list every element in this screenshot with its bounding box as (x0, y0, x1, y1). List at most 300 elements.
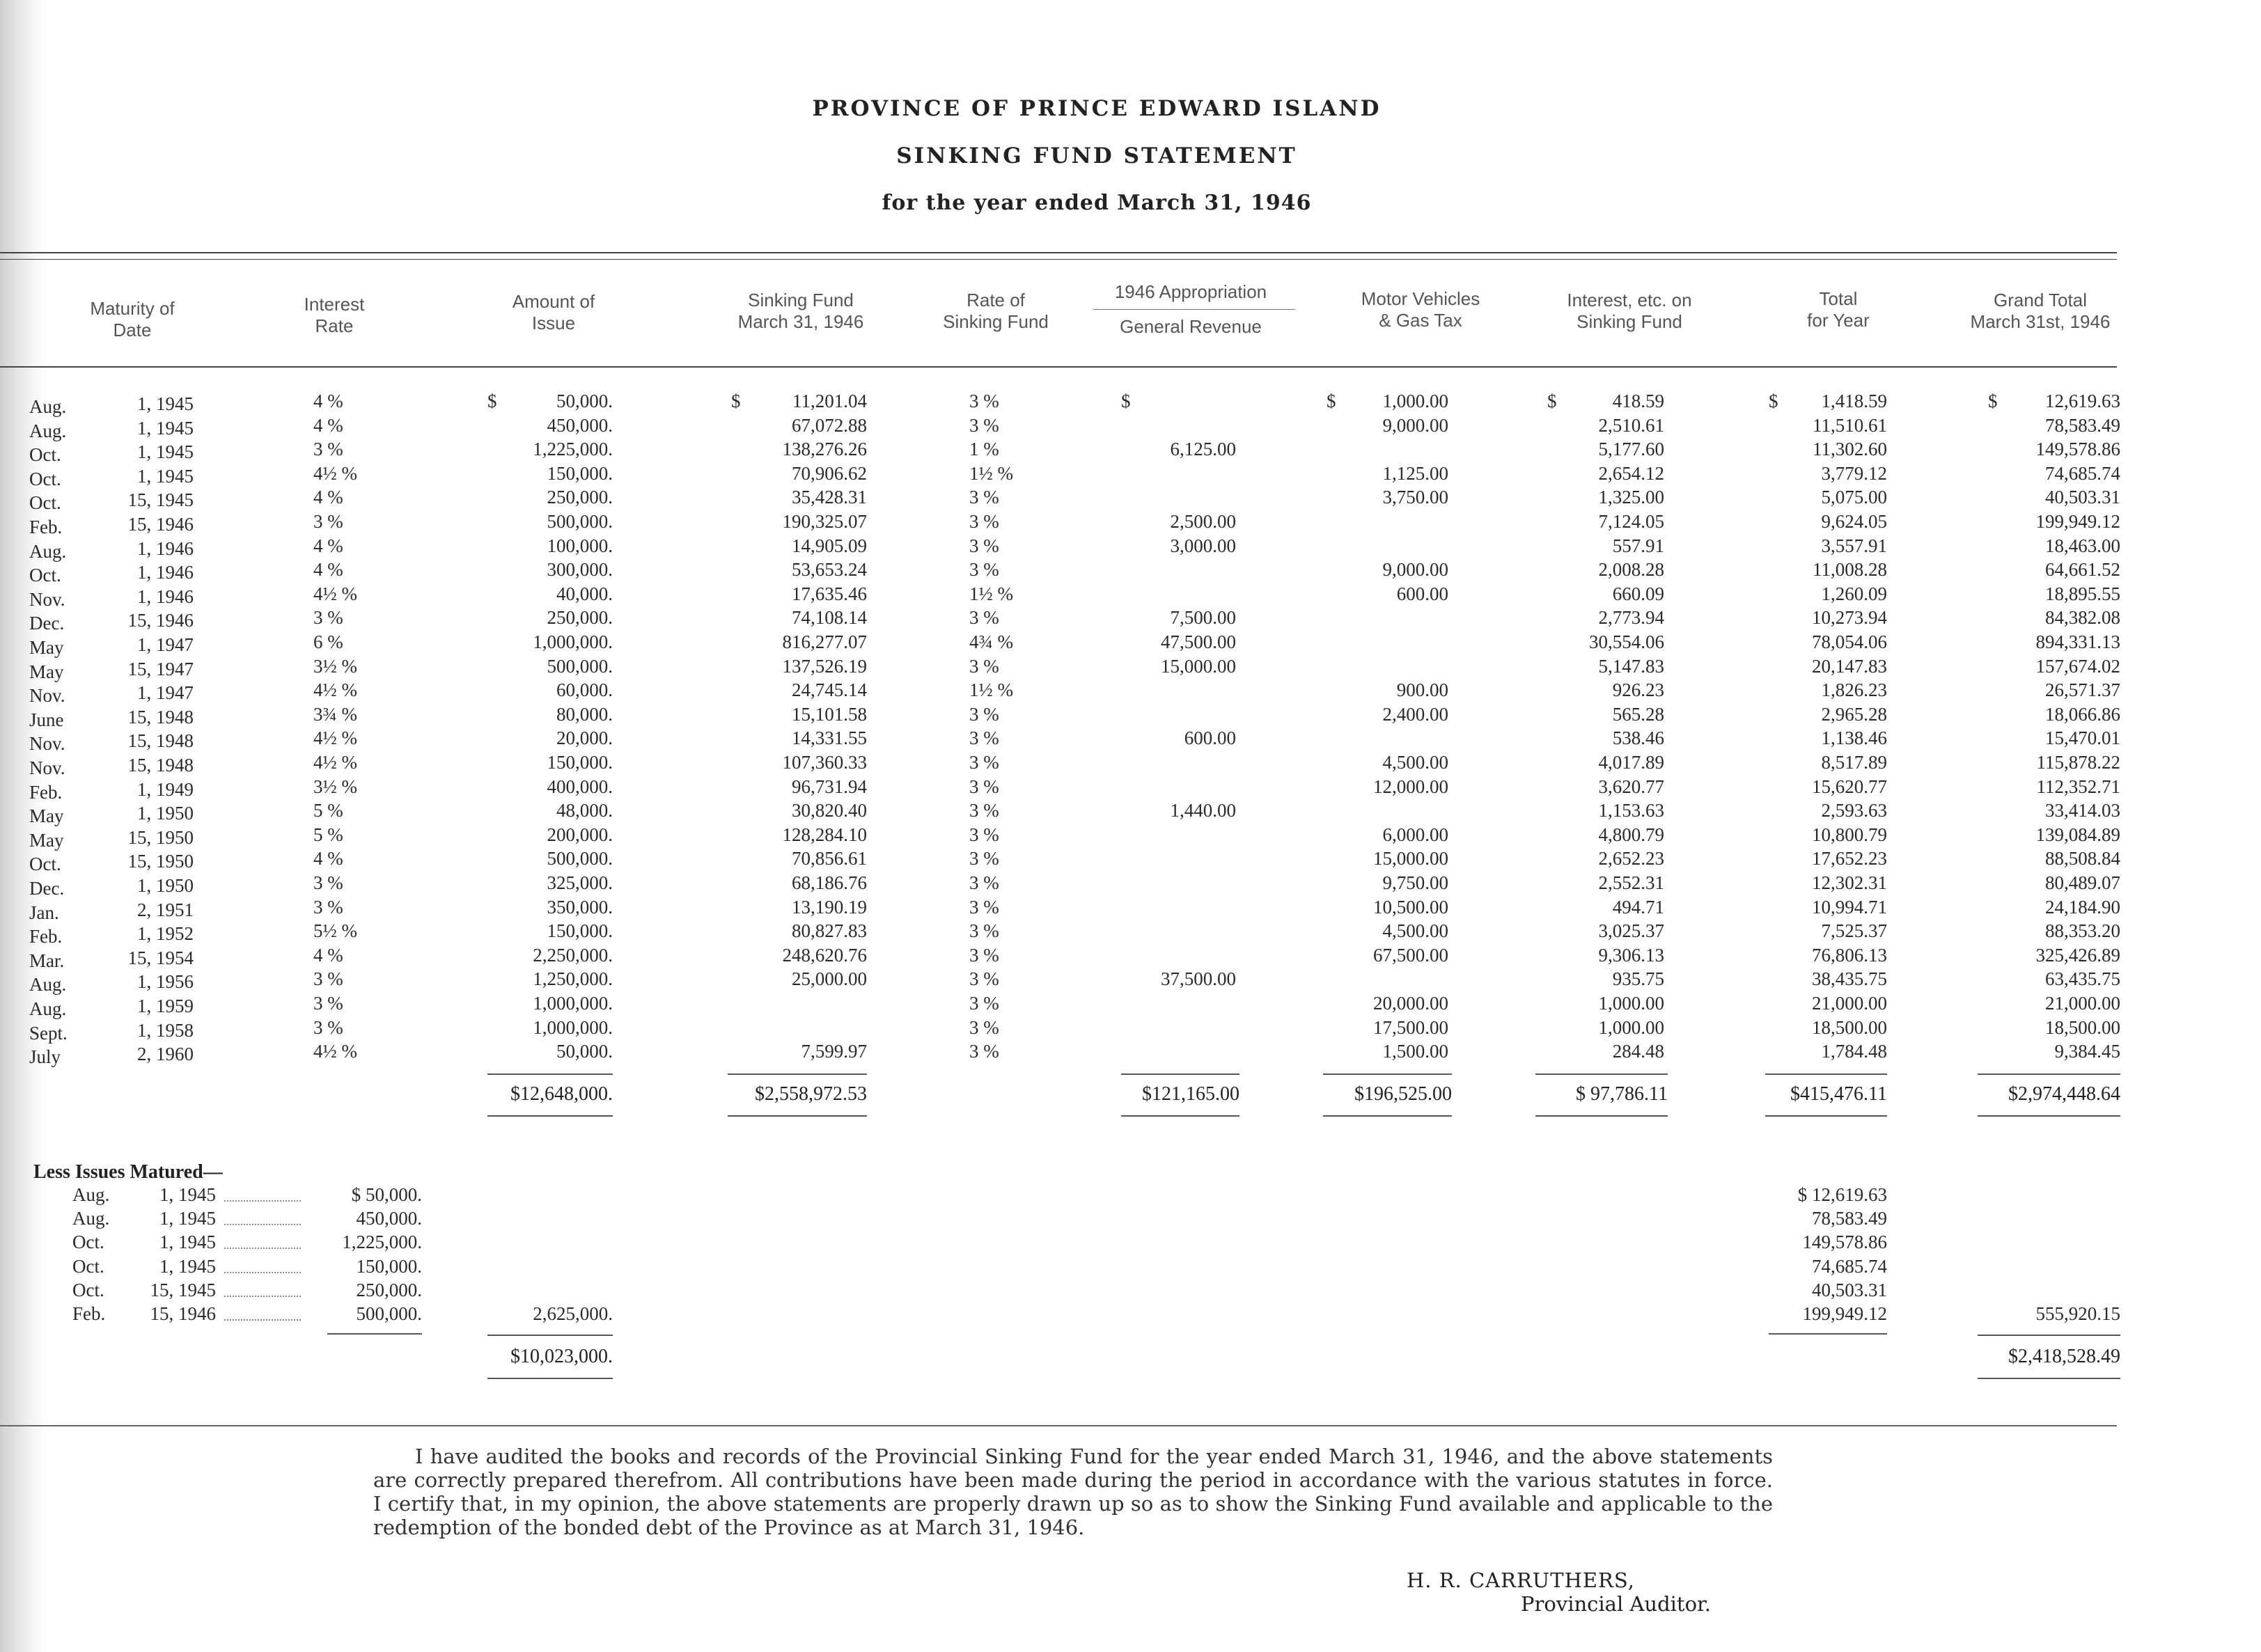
auditor-title: Provincial Auditor. (1521, 1592, 1711, 1616)
row-interest-on-sf: 3,025.37 (1598, 920, 1664, 942)
row-interest-rate: 4½ % (313, 462, 357, 484)
row-interest-on-sf: 660.09 (1612, 583, 1664, 604)
row-amount: 250,000. (547, 487, 613, 508)
row-total-for-year: 78,054.06 (1812, 631, 1887, 652)
row-interest-rate: 5½ % (313, 920, 357, 942)
row-grand-total: 88,508.84 (2045, 848, 2120, 870)
less-grand-total: 199,949.12 (1802, 1303, 1887, 1324)
row-total-for-year: 11,302.60 (1813, 439, 1887, 460)
row-interest-rate: 4½ % (313, 679, 357, 701)
less-date: 1, 1945 (159, 1184, 216, 1205)
less-gt-subtotal: 555,920.15 (2035, 1303, 2120, 1324)
less-amount: 150,000. (356, 1255, 422, 1277)
row-month: Oct. (29, 565, 61, 586)
row-general-revenue: 1,440.00 (1170, 800, 1236, 821)
row-grand-total: 80,489.07 (2045, 872, 2120, 893)
row-date: 1, 1950 (137, 803, 194, 824)
row-general-revenue: 2,500.00 (1170, 511, 1236, 532)
row-interest-on-sf: 1,000.00 (1598, 993, 1664, 1014)
total-int: $ 97,786.11 (1576, 1083, 1668, 1106)
total-double-rule-mv (1323, 1115, 1452, 1117)
row-month: Feb. (29, 517, 63, 537)
header-general-revenue: General Revenue (1120, 316, 1262, 337)
row-rate-sf: 3 % (969, 414, 999, 436)
less-date: 15, 1945 (150, 1279, 216, 1300)
row-date: 1, 1958 (137, 1019, 194, 1041)
row-interest-on-sf: 557.91 (1612, 535, 1664, 556)
row-date: 2, 1960 (137, 1044, 194, 1065)
row-amount: 1,250,000. (533, 968, 613, 990)
row-interest-on-sf: 538.46 (1612, 727, 1664, 749)
row-date: 1, 1945 (137, 465, 194, 487)
row-sinking-fund: 67,072.88 (792, 414, 867, 436)
row-grand-total: 157,674.02 (2035, 655, 2120, 677)
row-interest-on-sf: 2,773.94 (1598, 607, 1664, 629)
row-sinking-fund: 35,428.31 (792, 487, 867, 508)
leader-dots (224, 1261, 301, 1273)
row-sinking-fund: 14,905.09 (792, 535, 867, 556)
row-sinking-fund: 25,000.00 (792, 968, 867, 990)
row-grand-total: 88,353.20 (2045, 920, 2120, 942)
row-date: 1, 1946 (137, 562, 194, 583)
row-grand-total: 139,084.89 (2035, 824, 2120, 845)
row-total-for-year: 3,779.12 (1821, 462, 1887, 484)
less-month: Oct. (72, 1279, 104, 1300)
row-month: June (29, 709, 64, 730)
row-interest-rate: 4½ % (313, 583, 357, 604)
less-grand-total: 78,583.49 (1812, 1208, 1887, 1229)
net-grand-total: $2,418,528.49 (2008, 1346, 2120, 1367)
row-amount: 20,000. (556, 727, 613, 749)
header-rate-sinking-fund: Rate of Sinking Fund (943, 290, 1049, 332)
row-month: Aug. (29, 540, 67, 562)
row-sinking-fund: 138,276.26 (782, 439, 867, 460)
header-rule (0, 366, 2117, 368)
auditor-name: H. R. CARRUTHERS, (1407, 1568, 1635, 1592)
row-month: Aug. (29, 998, 67, 1019)
total-double-rule-amount (487, 1115, 613, 1117)
less-gt-rule (1769, 1333, 1887, 1335)
row-month: Dec. (29, 878, 65, 899)
net-amount-double-rule (487, 1378, 613, 1379)
row-motor-vehicles: 15,000.00 (1373, 848, 1448, 870)
row-general-revenue: 600.00 (1184, 727, 1236, 749)
leader-dots (224, 1213, 301, 1225)
row-month: Oct. (29, 444, 61, 466)
row-sinking-fund: 7,599.97 (801, 1041, 867, 1062)
less-amount: 250,000. (356, 1279, 422, 1300)
less-date: 1, 1945 (159, 1255, 216, 1277)
row-sinking-fund: 248,620.76 (782, 944, 867, 966)
row-grand-total: 12,619.63 (2045, 391, 2120, 411)
row-amount: 150,000. (547, 462, 613, 484)
row-rate-sf: 1½ % (969, 679, 1013, 701)
less-date: 1, 1945 (159, 1208, 216, 1229)
row-sinking-fund: 107,360.33 (782, 752, 867, 773)
row-date: 15, 1950 (127, 851, 194, 872)
row-sinking-fund: 14,331.55 (792, 727, 867, 749)
row-interest-on-sf: 30,554.06 (1589, 631, 1664, 652)
less-amount: 1,225,000. (342, 1232, 422, 1253)
row-grand-total: 112,352.71 (2036, 776, 2120, 797)
row-month: May (29, 805, 64, 827)
row-motor-vehicles: 4,500.00 (1382, 920, 1448, 942)
row-month: Dec. (29, 613, 65, 634)
row-motor-vehicles: 10,500.00 (1373, 896, 1448, 918)
row-grand-total: 199,949.12 (2035, 511, 2120, 532)
row-sinking-fund: 128,284.10 (782, 824, 867, 845)
row-total-for-year: 12,302.31 (1812, 872, 1887, 893)
row-rate-sf: 4¾ % (969, 631, 1013, 652)
row-total-for-year: 2,965.28 (1821, 703, 1887, 725)
row-rate-sf: 3 % (969, 752, 999, 773)
row-general-revenue: 6,125.00 (1170, 439, 1236, 460)
period-line: for the year ended March 31, 1946 (882, 191, 1312, 215)
row-rate-sf: 3 % (969, 655, 999, 677)
row-interest-on-sf: 565.28 (1612, 703, 1664, 725)
less-grand-total: 40,503.31 (1812, 1279, 1887, 1300)
row-month: Aug. (29, 974, 67, 996)
row-rate-sf: 3 % (969, 727, 999, 749)
row-sinking-fund: 30,820.40 (792, 800, 867, 821)
dollar-sign-amount: $ (487, 391, 497, 411)
bottom-rule (0, 1425, 2117, 1426)
total-rule-mv (1323, 1073, 1452, 1075)
row-general-revenue: 37,500.00 (1161, 968, 1236, 990)
row-total-for-year: 1,138.46 (1821, 727, 1887, 749)
row-month: May (29, 637, 64, 658)
less-month: Oct. (72, 1232, 104, 1253)
row-month: Aug. (29, 420, 67, 441)
header-appropriation: 1946 Appropriation (1114, 281, 1267, 302)
leader-dots (224, 1236, 301, 1249)
total-rule-gt (1978, 1073, 2120, 1075)
row-rate-sf: 3 % (969, 776, 999, 797)
row-interest-on-sf: 2,654.12 (1598, 462, 1664, 484)
row-date: 15, 1954 (127, 947, 194, 968)
row-month: Feb. (29, 926, 63, 947)
row-rate-sf: 3 % (969, 920, 999, 942)
total-double-rule-tfy (1765, 1115, 1887, 1117)
total-gr: $121,165.00 (1142, 1083, 1239, 1106)
row-total-for-year: 15,620.77 (1812, 776, 1887, 797)
row-total-for-year: 1,784.48 (1821, 1041, 1887, 1062)
row-sinking-fund: 74,108.14 (792, 607, 867, 629)
row-interest-on-sf: 284.48 (1612, 1041, 1664, 1062)
total-double-rule-int (1535, 1115, 1668, 1117)
row-grand-total: 63,435.75 (2045, 968, 2120, 990)
row-motor-vehicles: 600.00 (1396, 583, 1448, 604)
row-motor-vehicles: 17,500.00 (1373, 1016, 1448, 1038)
total-rule-tfy (1765, 1073, 1887, 1075)
row-total-for-year: 1,418.59 (1821, 391, 1887, 411)
net-amount: $10,023,000. (510, 1346, 613, 1367)
row-date: 15, 1945 (127, 489, 194, 511)
row-interest-on-sf: 7,124.05 (1598, 511, 1664, 532)
row-date: 1, 1959 (137, 996, 194, 1016)
row-amount: 40,000. (556, 583, 613, 604)
less-amount: 450,000. (356, 1208, 422, 1229)
row-grand-total: 18,500.00 (2045, 1016, 2120, 1038)
row-total-for-year: 2,593.63 (1821, 800, 1887, 821)
row-date: 1, 1956 (137, 971, 194, 993)
less-date: 15, 1946 (150, 1303, 216, 1324)
row-interest-on-sf: 9,306.13 (1598, 944, 1664, 966)
row-rate-sf: 3 % (969, 559, 999, 581)
row-amount: 50,000. (556, 391, 613, 411)
row-month: Nov. (29, 757, 65, 778)
total-sf: $2,558,972.53 (755, 1083, 867, 1106)
row-interest-rate: 3½ % (313, 655, 357, 677)
row-month: Sept. (29, 1022, 68, 1044)
row-amount: 500,000. (547, 511, 613, 532)
row-month: Oct. (29, 853, 61, 875)
row-interest-rate: 3¾ % (313, 703, 357, 725)
header-amount: Amount of Issue (512, 291, 595, 333)
row-interest-rate: 3 % (313, 439, 343, 460)
header-motor-vehicles: Motor Vehicles & Gas Tax (1361, 288, 1480, 331)
dollar-sign-gt: $ (1988, 391, 1998, 411)
less-heading: Less Issues Matured— (33, 1161, 223, 1183)
row-grand-total: 26,571.37 (2045, 679, 2120, 701)
row-amount: 80,000. (556, 703, 613, 725)
audit-statement: I have audited the books and records of the Provincial Sinking Fund for the year ended March 31, 1946, and the above statements are correctly prepared therefrom. All contributions have been made during the period in accordance with the various statutes in force. I certify that, in my opinion, the above statements are properly drawn up so as to show the Sinking Fund available and applicable to the redemption of the bonded debt of the Province as at March 31, 1946. (373, 1445, 1773, 1539)
top-rule-2 (0, 259, 2117, 260)
row-month: Oct. (29, 492, 61, 514)
row-rate-sf: 3 % (969, 1016, 999, 1038)
row-rate-sf: 3 % (969, 968, 999, 990)
row-month: July (29, 1046, 61, 1068)
row-total-for-year: 10,994.71 (1812, 896, 1887, 918)
row-interest-on-sf: 3,620.77 (1598, 776, 1664, 797)
row-date: 15, 1947 (127, 658, 194, 679)
row-total-for-year: 38,435.75 (1812, 968, 1887, 990)
row-interest-rate: 6 % (313, 631, 343, 652)
row-total-for-year: 1,260.09 (1821, 583, 1887, 604)
row-interest-rate: 3 % (313, 872, 343, 893)
row-total-for-year: 10,800.79 (1812, 824, 1887, 845)
row-general-revenue: 3,000.00 (1170, 535, 1236, 556)
less-grand-total: 149,578.86 (1802, 1232, 1887, 1253)
row-date: 1, 1950 (137, 875, 194, 896)
row-rate-sf: 3 % (969, 487, 999, 508)
row-rate-sf: 3 % (969, 391, 999, 411)
row-motor-vehicles: 1,500.00 (1382, 1041, 1448, 1062)
row-grand-total: 894,331.13 (2035, 631, 2120, 652)
row-grand-total: 115,878.22 (2036, 752, 2120, 773)
header-interest-on-sf: Interest, etc. on Sinking Fund (1567, 290, 1692, 332)
row-interest-on-sf: 4,800.79 (1598, 824, 1664, 845)
row-interest-rate: 3 % (313, 968, 343, 990)
row-interest-on-sf: 1,000.00 (1598, 1016, 1664, 1038)
row-rate-sf: 1½ % (969, 462, 1013, 484)
row-sinking-fund: 11,201.04 (792, 391, 867, 411)
row-month: May (29, 829, 64, 851)
row-motor-vehicles: 12,000.00 (1373, 776, 1448, 797)
row-month: Oct. (29, 468, 61, 489)
less-date: 1, 1945 (159, 1232, 216, 1253)
row-date: 1, 1945 (137, 417, 194, 439)
row-total-for-year: 8,517.89 (1821, 752, 1887, 773)
row-interest-on-sf: 1,325.00 (1598, 487, 1664, 508)
row-grand-total: 74,685.74 (2045, 462, 2120, 484)
row-total-for-year: 7,525.37 (1821, 920, 1887, 942)
row-motor-vehicles: 9,000.00 (1382, 559, 1448, 581)
net-gt-double-rule (1978, 1378, 2120, 1379)
row-amount: 150,000. (547, 752, 613, 773)
row-motor-vehicles: 900.00 (1396, 679, 1448, 701)
top-rule (0, 252, 2117, 253)
dollar-sign-int: $ (1547, 391, 1557, 411)
row-amount: 450,000. (547, 414, 613, 436)
row-total-for-year: 9,624.05 (1821, 511, 1887, 532)
header-total-for-year: Total for Year (1807, 288, 1870, 331)
row-interest-on-sf: 926.23 (1612, 679, 1664, 701)
row-sinking-fund: 190,325.07 (782, 511, 867, 532)
row-interest-on-sf: 418.59 (1612, 391, 1664, 411)
row-grand-total: 149,578.86 (2035, 439, 2120, 460)
row-date: 15, 1946 (127, 610, 194, 631)
row-month: Nov. (29, 733, 65, 755)
row-amount: 500,000. (547, 655, 613, 677)
row-sinking-fund: 68,186.76 (792, 872, 867, 893)
row-sinking-fund: 96,731.94 (792, 776, 867, 797)
row-motor-vehicles: 1,125.00 (1382, 462, 1448, 484)
row-interest-rate: 4½ % (313, 727, 357, 749)
leader-dots (224, 1189, 301, 1202)
row-total-for-year: 10,273.94 (1812, 607, 1887, 629)
less-amount: $ 50,000. (351, 1184, 422, 1205)
row-amount: 500,000. (547, 848, 613, 870)
header-interest-rate: Interest Rate (304, 294, 365, 336)
row-interest-on-sf: 2,552.31 (1598, 872, 1664, 893)
row-date: 15, 1948 (127, 730, 194, 752)
row-amount: 1,000,000. (533, 993, 613, 1014)
row-date: 1, 1949 (137, 778, 194, 800)
row-sinking-fund: 70,906.62 (792, 462, 867, 484)
row-interest-rate: 3 % (313, 1016, 343, 1038)
dollar-sign-gr: $ (1121, 391, 1131, 411)
row-interest-on-sf: 935.75 (1612, 968, 1664, 990)
row-month: May (29, 661, 64, 682)
row-grand-total: 33,414.03 (2045, 800, 2120, 821)
row-sinking-fund: 17,635.46 (792, 583, 867, 604)
net-gt-rule (1978, 1335, 2120, 1336)
row-interest-rate: 3 % (313, 511, 343, 532)
row-month: Jan. (29, 902, 59, 923)
row-grand-total: 64,661.52 (2045, 559, 2120, 581)
total-tfy: $415,476.11 (1790, 1083, 1887, 1106)
row-rate-sf: 3 % (969, 535, 999, 556)
row-total-for-year: 17,652.23 (1812, 848, 1887, 870)
leader-dots (224, 1308, 301, 1321)
row-interest-rate: 5 % (313, 824, 343, 845)
row-date: 1, 1946 (137, 537, 194, 559)
row-sinking-fund: 137,526.19 (782, 655, 867, 677)
row-sinking-fund: 15,101.58 (792, 703, 867, 725)
row-rate-sf: 3 % (969, 993, 999, 1014)
less-month: Feb. (72, 1303, 106, 1324)
row-interest-rate: 4 % (313, 535, 343, 556)
row-general-revenue: 15,000.00 (1161, 655, 1236, 677)
row-sinking-fund: 70,856.61 (792, 848, 867, 870)
row-motor-vehicles: 4,500.00 (1382, 752, 1448, 773)
row-total-for-year: 76,806.13 (1812, 944, 1887, 966)
row-total-for-year: 18,500.00 (1812, 1016, 1887, 1038)
appropriation-divider (1093, 309, 1295, 310)
row-amount: 325,000. (547, 872, 613, 893)
row-month: Aug. (29, 396, 67, 417)
row-rate-sf: 3 % (969, 872, 999, 893)
less-grand-total: 74,685.74 (1812, 1255, 1887, 1277)
row-date: 1, 1947 (137, 634, 194, 655)
row-grand-total: 18,895.55 (2045, 583, 2120, 604)
row-interest-rate: 5 % (313, 800, 343, 821)
row-amount: 1,000,000. (533, 1016, 613, 1038)
row-month: Nov. (29, 588, 65, 610)
row-date: 15, 1948 (127, 755, 194, 776)
row-grand-total: 40,503.31 (2045, 487, 2120, 508)
row-rate-sf: 3 % (969, 944, 999, 966)
row-rate-sf: 3 % (969, 1041, 999, 1062)
row-sinking-fund: 816,277.07 (782, 631, 867, 652)
total-double-rule-gr (1121, 1115, 1239, 1117)
less-month: Oct. (72, 1255, 104, 1277)
row-grand-total: 78,583.49 (2045, 414, 2120, 436)
row-interest-rate: 4 % (313, 559, 343, 581)
row-grand-total: 18,463.00 (2045, 535, 2120, 556)
row-general-revenue: 7,500.00 (1170, 607, 1236, 629)
header-sinking-fund: Sinking Fund March 31, 1946 (737, 290, 864, 332)
row-amount: 150,000. (547, 920, 613, 942)
row-interest-rate: 4½ % (313, 1041, 357, 1062)
row-amount: 1,225,000. (533, 439, 613, 460)
row-date: 15, 1946 (127, 514, 194, 535)
row-interest-rate: 3 % (313, 993, 343, 1014)
dollar-sign-tfy: $ (1769, 391, 1778, 411)
net-amount-rule (487, 1335, 613, 1336)
row-interest-on-sf: 2,510.61 (1598, 414, 1664, 436)
row-motor-vehicles: 9,000.00 (1382, 414, 1448, 436)
row-rate-sf: 3 % (969, 800, 999, 821)
row-sinking-fund: 80,827.83 (792, 920, 867, 942)
row-sinking-fund: 13,190.19 (792, 896, 867, 918)
row-interest-rate: 3 % (313, 607, 343, 629)
row-interest-on-sf: 2,008.28 (1598, 559, 1664, 581)
row-total-for-year: 3,557.91 (1821, 535, 1887, 556)
total-rule-int (1535, 1073, 1668, 1075)
row-amount: 400,000. (547, 776, 613, 797)
row-rate-sf: 3 % (969, 703, 999, 725)
total-gt: $2,974,448.64 (2008, 1083, 2120, 1106)
dollar-sign-sf: $ (731, 391, 741, 411)
row-interest-rate: 3 % (313, 896, 343, 918)
row-date: 1, 1946 (137, 585, 194, 607)
row-rate-sf: 3 % (969, 824, 999, 845)
row-motor-vehicles: 6,000.00 (1382, 824, 1448, 845)
total-mv: $196,525.00 (1354, 1083, 1452, 1106)
row-date: 1, 1947 (137, 682, 194, 704)
row-motor-vehicles: 1,000.00 (1382, 391, 1448, 411)
row-amount: 48,000. (556, 800, 613, 821)
row-total-for-year: 11,510.61 (1813, 414, 1887, 436)
row-sinking-fund: 24,745.14 (792, 679, 867, 701)
row-rate-sf: 3 % (969, 896, 999, 918)
less-amount: 500,000. (356, 1303, 422, 1324)
row-date: 1, 1952 (137, 923, 194, 945)
row-grand-total: 21,000.00 (2045, 993, 2120, 1014)
total-double-rule-sf (728, 1115, 867, 1117)
